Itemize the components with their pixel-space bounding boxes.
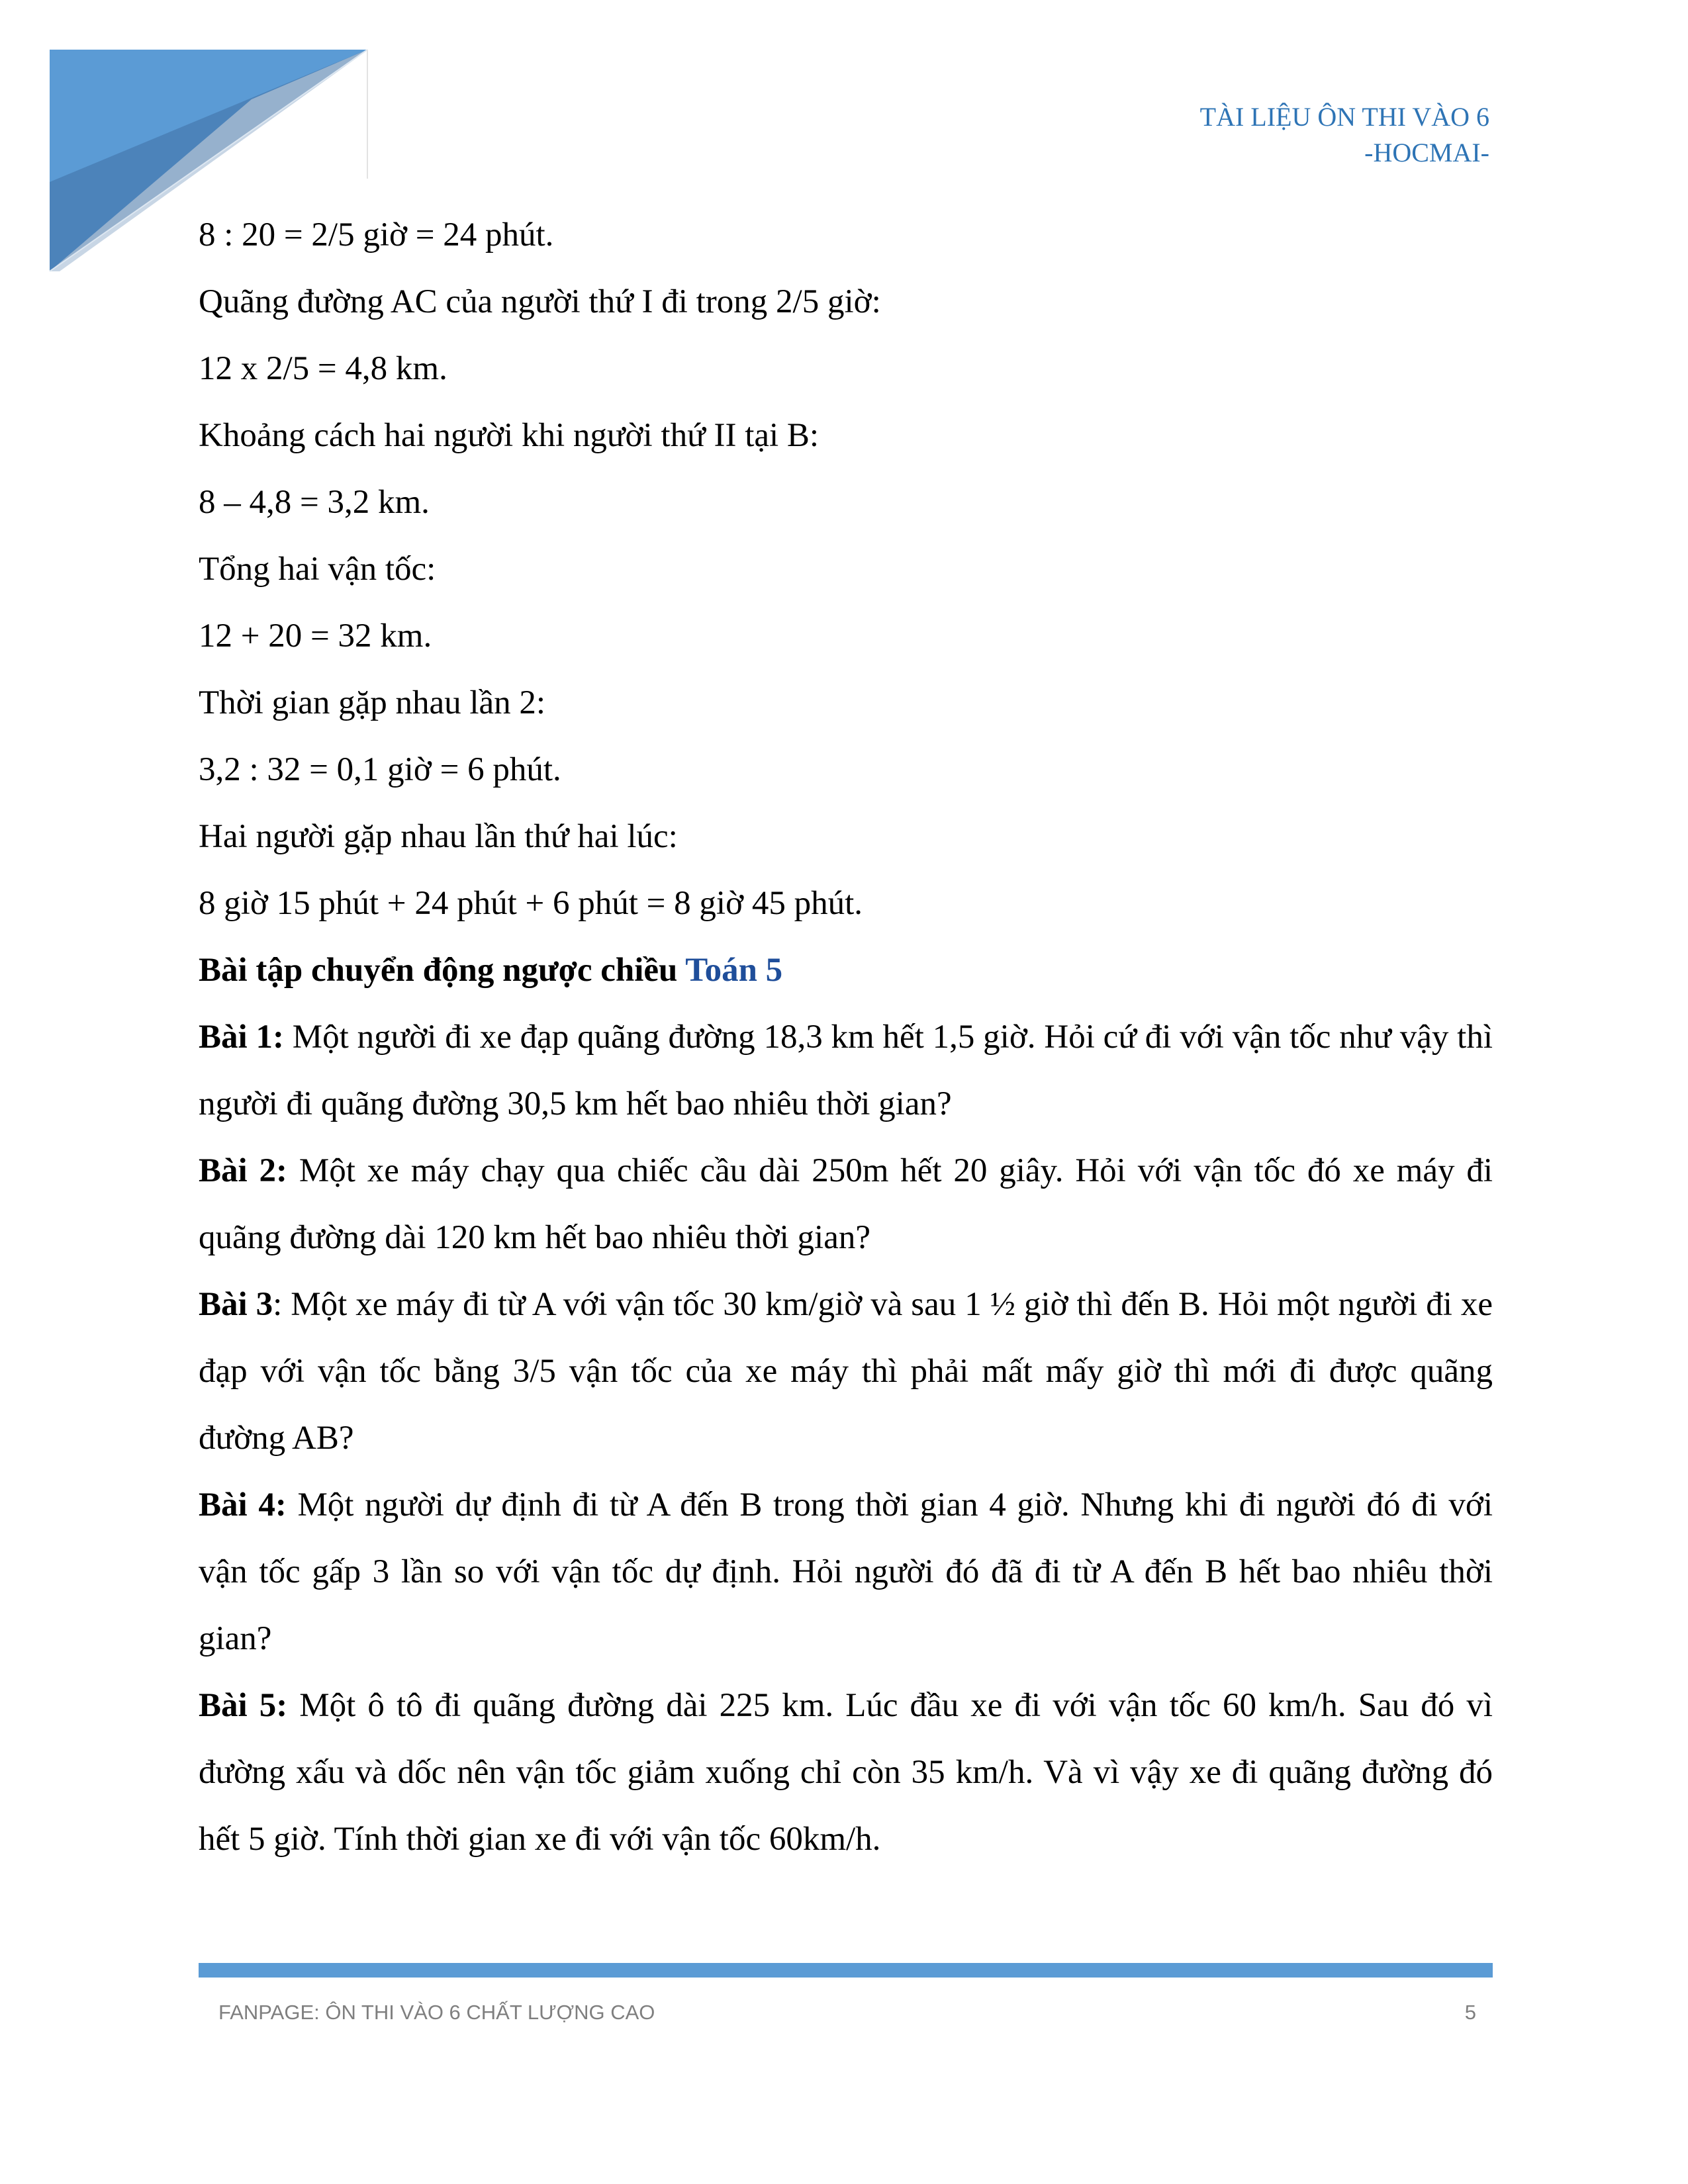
section-title xyxy=(199,937,1493,1004)
exercise-label: Bài 3 xyxy=(199,1286,273,1323)
solution-line: 3,2 : 32 = 0,1 giờ = 6 phút. xyxy=(199,751,561,788)
solution-line: Quãng đường AC của người thứ I đi trong 2/5 giờ: xyxy=(199,283,881,320)
solution-line: Thời gian gặp nhau lần 2: xyxy=(199,684,546,721)
document-header xyxy=(1200,99,1489,171)
section-title-text: Bài tập chuyển động ngược chiều xyxy=(199,952,678,989)
exercise-2 xyxy=(199,1138,1493,1271)
exercise-5 xyxy=(199,1672,1493,1873)
page-number: 5 xyxy=(1464,2001,1476,2024)
solution-line: 8 – 4,8 = 3,2 km. xyxy=(199,484,430,521)
exercise-text: : Một xe máy đi từ A với vận tốc 30 km/giờ và sau 1 ½ giờ thì đến B. Hỏi một người đi xe đạp với vận tốc bằng 3/5 vận tốc của xe máy thì phải mất mấy giờ thì mới đi được quãng đường AB? xyxy=(199,1286,1493,1457)
exercise-text: Một ô tô đi quãng đường dài 225 km. Lúc đầu xe đi với vận tốc 60 km/h. Sau đó vì đường xấu và dốc nên vận tốc giảm xuống chỉ còn 35 km/h. Và vì vậy xe đi quãng đường đó hết 5 giờ. Tính thời gian xe đi với vận tốc 60km/h. xyxy=(199,1687,1493,1858)
exercise-1 xyxy=(199,1004,1493,1138)
exercise-label: Bài 4: xyxy=(199,1486,287,1524)
section-title-accent: Toán 5 xyxy=(685,952,783,989)
solution-line: 8 : 20 = 2/5 giờ = 24 phút. xyxy=(199,216,554,253)
exercise-label: Bài 2: xyxy=(199,1152,288,1189)
header-title: TÀI LIỆU ÔN THI VÀO 6 xyxy=(1199,102,1489,132)
solution-line: Khoảng cách hai người khi người thứ II tại B: xyxy=(199,417,820,454)
exercise-label: Bài 1: xyxy=(199,1019,284,1056)
solution-line: 12 + 20 = 32 km. xyxy=(199,617,432,655)
footer-fanpage: FANPAGE: ÔN THI VÀO 6 CHẤT LƯỢNG CAO xyxy=(218,2001,655,2024)
exercise-label: Bài 5: xyxy=(199,1687,288,1724)
exercise-4 xyxy=(199,1472,1493,1672)
exercise-text: Một xe máy chạy qua chiếc cầu dài 250m hết 20 giây. Hỏi với vận tốc đó xe máy đi quãng đường dài 120 km hết bao nhiêu thời gian? xyxy=(199,1152,1493,1256)
footer-divider xyxy=(199,1963,1493,1978)
solution-line: 8 giờ 15 phút + 24 phút + 6 phút = 8 giờ 45 phút. xyxy=(199,885,863,922)
exercise-text: Một người đi xe đạp quãng đường 18,3 km hết 1,5 giờ. Hỏi cứ đi với vận tốc như vậy thì người đi quãng đường 30,5 km hết bao nhiêu thời gian? xyxy=(199,1019,1493,1122)
solution-line: Hai người gặp nhau lần thứ hai lúc: xyxy=(199,818,678,855)
solution-line: Tổng hai vận tốc: xyxy=(199,551,436,588)
document-body xyxy=(199,202,1493,1873)
exercise-3 xyxy=(199,1271,1493,1472)
header-subtitle: -HOCMAI- xyxy=(1364,138,1489,167)
exercise-text: Một người dự định đi từ A đến B trong thời gian 4 giờ. Nhưng khi đi người đó đi với vận tốc gấp 3 lần so với vận tốc dự định. Hỏi người đó đã đi từ A đến B hết bao nhiêu thời gian? xyxy=(199,1486,1493,1657)
solution-line: 12 x 2/5 = 4,8 km. xyxy=(199,350,447,387)
